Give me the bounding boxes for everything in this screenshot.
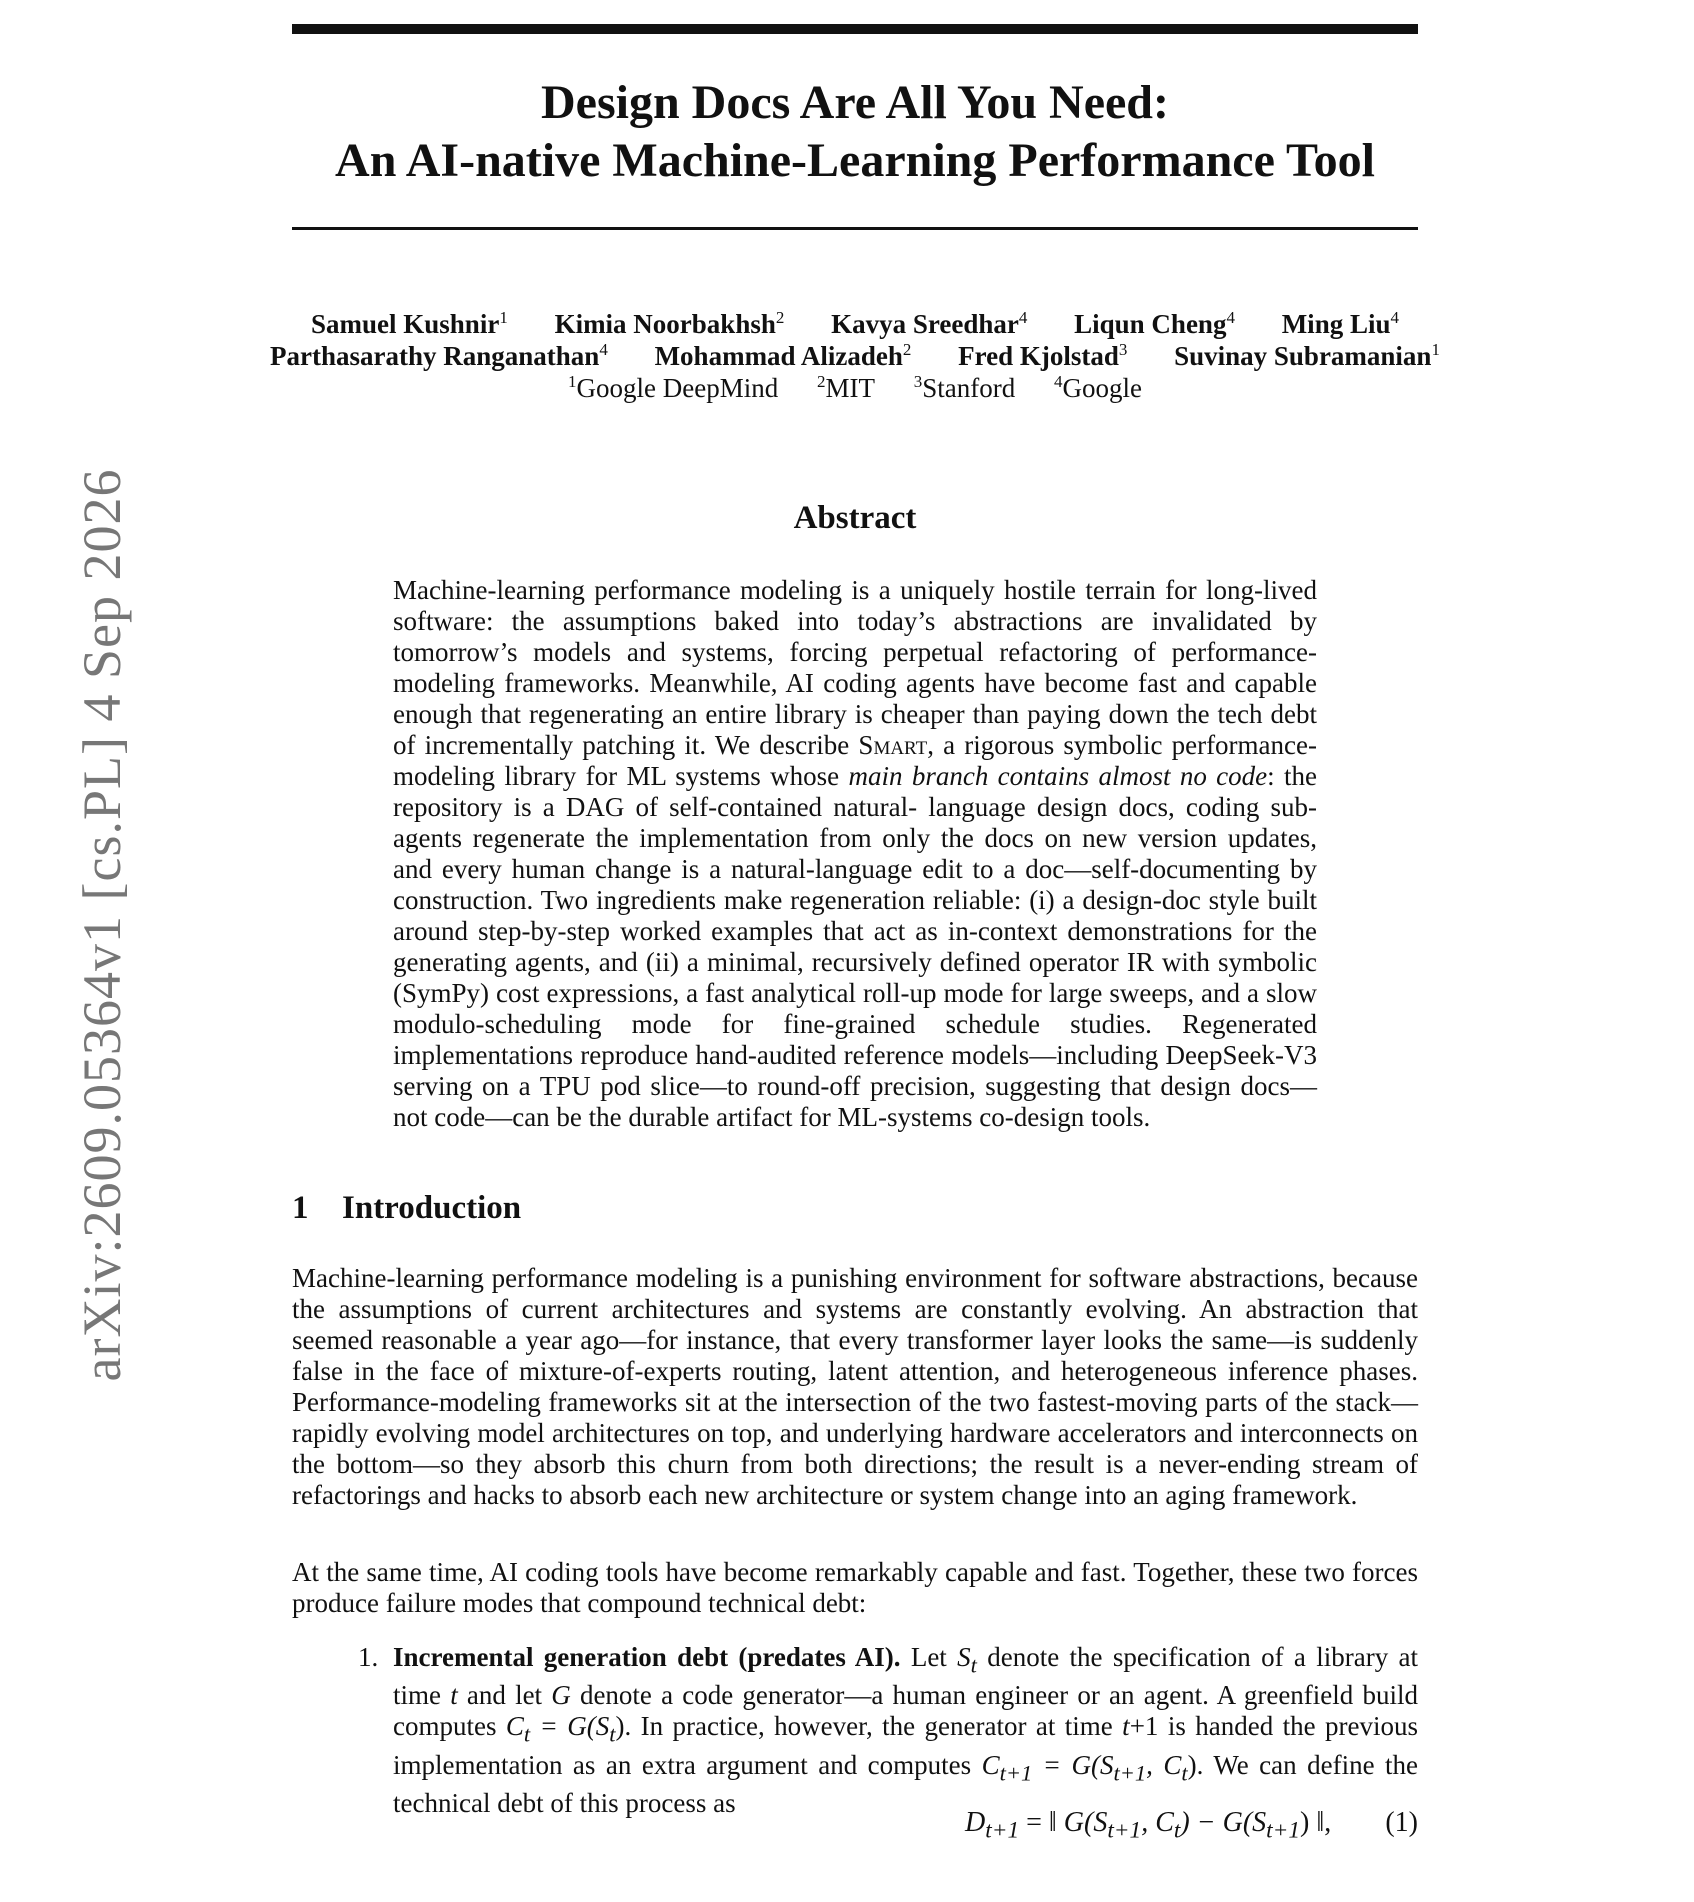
intro-paragraph-2: At the same time, AI coding tools have become remarkably capable and fast. Together, these two forces produce failure modes that compound technical debt: [292,1557,1418,1618]
system-name: Smart [858,730,928,760]
affiliations-line [230,372,1480,404]
author: Parthasarathy Ranganathan$^4$ [270,340,608,371]
section-heading [292,1190,521,1227]
title-line-2: An AI-native Machine-Learning Performance Tool [335,134,1375,187]
paper-title [292,74,1418,190]
title-top-rule [292,24,1418,34]
authors-line-2 [230,340,1480,372]
author: Samuel Kushnir$^1$ [311,308,508,339]
affiliation: $^3$Stanford [913,372,1016,403]
affiliation: $^2$MIT [817,372,875,403]
list-marker: 1. [358,1642,379,1672]
section-number: 1 [292,1190,309,1226]
section-title: Introduction [342,1190,522,1226]
authors-line-1 [230,308,1480,340]
emphasis: main branch contains almost no code [848,761,1268,791]
author: Fred Kjolstad$^3$ [958,340,1128,371]
equation-number: (1) [1385,1807,1418,1838]
author: Kimia Noorbakhsh$^2$ [554,308,785,339]
numbered-list [358,1642,1418,1819]
arxiv-sidebar [56,445,148,1405]
title-line-1: Design Docs Are All You Need: [541,76,1169,129]
affiliation: $^1$Google DeepMind [568,372,779,403]
arxiv-identifier: arXiv:2609.05364v1 [cs.PL] 4 Sep 2026 [72,468,132,1382]
author: Ming Liu$^4$ [1281,308,1399,339]
list-item: Incremental generation debt (predates AI). Let $S_t$ denote the specification of a library at time t and let G denote a code generator—a human engineer or an agent. A greenfield build computes $C_t = G(S_t)$. In practice, however, the generator at time t+1 is handed the previous implementation as an extra argument and computes $C_{t+1} = G(S_{t+1}$, $C_t$). We can define the technical debt of this process as [393,1642,1419,1819]
abstract-heading: Abstract [793,500,917,536]
author: Kavya Sreedhar$^4$ [831,308,1028,339]
intro-paragraph-1: Machine-learning performance modeling is a punishing environment for software abstractions, because the assumptions of current architectures and systems are constantly evolving. An abstraction that seemed reasonable a year ago—for instance, that every transformer layer looks the same—is suddenly false in the face of mixture-of-experts routing, latent attention, and heterogeneous inference phases. Performance-modeling frameworks sit at the intersection of the two fastest-moving parts of the stack—rapidly evolving model architectures on top, and underlying hardware accelerators and interconnects on the bottom—so they absorb this churn from both directions; the result is a never-ending stream of refactorings and hacks to absorb each new architecture or system change into an aging framework. [292,1263,1418,1510]
equation-1 [292,1807,1418,1847]
author: Suvinay Subramanian$^1$ [1174,340,1440,371]
list-item-title: Incremental generation debt (predates AI). [393,1642,901,1672]
author: Mohammad Alizadeh$^2$ [654,340,912,371]
affiliation: $^4$Google [1053,372,1142,403]
author-block [230,308,1480,404]
author: Liqun Cheng$^4$ [1074,308,1235,339]
title-bottom-rule [292,227,1418,230]
equation-expression: $D_{t+1}$ = ‖ $G(S_{t+1}$, $C_t) - G(S_{t+1})$ ‖, [965,1807,1332,1844]
abstract-text: Machine-learning performance modeling is a uniquely hostile terrain for long-lived software: the assumptions baked into today’s abstractions are invalidated by tomorrow’s models and systems, forcing perpetual refactoring of performance-modeling frameworks. Meanwhile, AI coding agents have become fast and capable enough that regenerating an entire library is cheaper than paying down the tech debt of incrementally patching it. We describe Smart, a rigorous symbolic performance-modeling library for ML systems whose main branch contains almost no code: the repository is a DAG of self-contained natural- language design docs, coding sub-agents regenerate the implementation from only the docs on new version updates, and every human change is a natural-language edit to a doc—self-documenting by construction. Two ingredients make regeneration reliable: (i) a design-doc style built around step-by-step worked examples that act as in-context demonstrations for the generating agents, and (ii) a minimal, recursively defined operator IR with symbolic (SymPy) cost expressions, a fast analytical roll-up mode for large sweeps, and a slow modulo-scheduling mode for fine-grained schedule studies. Regenerated implementations reproduce hand-audited reference models—including DeepSeek-V3 serving on a TPU pod slice—to round-off precision, suggesting that design docs—not code—can be the durable artifact for ML-systems co-design tools. [393,575,1317,1132]
